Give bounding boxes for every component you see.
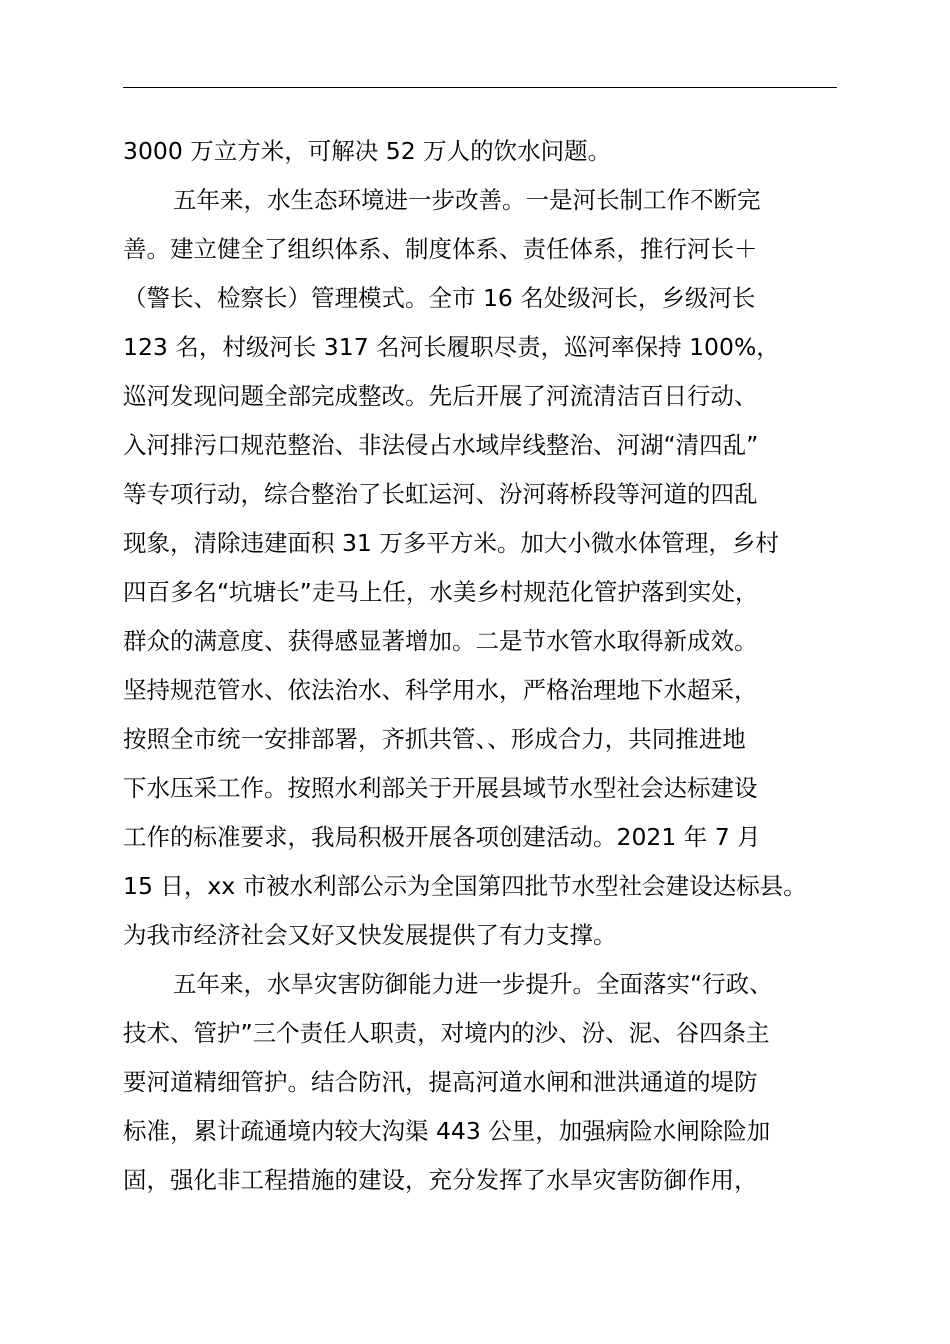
text-line: 工作的标准要求，我局积极开展各项创建活动。2021 年 7 月 — [123, 823, 761, 851]
text-line: 要河道精细管护。结合防汛，提高河道水闸和泄洪通道的堤防 — [123, 1068, 758, 1096]
text-line: 15 日，xx 市被水利部公示为全国第四批节水型社会建设达标县。 — [123, 872, 807, 900]
paragraph-start-line: 五年来，水生态环境进一步改善。一是河长制工作不断完 — [173, 186, 761, 214]
text-line: 技术、管护”三个责任人职责，对境内的沙、汾、泥、谷四条主 — [123, 1019, 770, 1047]
document-body — [123, 127, 837, 1205]
paragraph-start-line: 五年来，水旱灾害防御能力进一步提升。全面落实“行政、 — [173, 970, 773, 998]
text-line: 下水压采工作。按照水利部关于开展县域节水型社会达标建设 — [123, 774, 758, 802]
text-line: （警长、检察长）管理模式。全市 16 名处级河长，乡级河长 — [123, 284, 756, 312]
text-line: 等专项行动，综合整治了长虹运河、汾河蒋桥段等河道的四乱 — [123, 480, 758, 508]
text-line: 为我市经济社会又好又快发展提供了有力支撑。 — [123, 921, 617, 949]
text-line: 坚持规范管水、依法治水、科学用水，严格治理地下水超采， — [123, 676, 758, 704]
text-line: 固，强化非工程措施的建设，充分发挥了水旱灾害防御作用， — [123, 1166, 758, 1194]
text-line: 现象，清除违建面积 31 万多平方米。加大小微水体管理，乡村 — [123, 529, 779, 557]
text-line: 123 名，村级河长 317 名河长履职尽责，巡河率保持 100%， — [123, 333, 780, 361]
text-line: 群众的满意度、获得感显著增加。二是节水管水取得新成效。 — [123, 627, 758, 655]
header-rule — [123, 87, 837, 88]
text-line: 3000 万立方米，可解决 52 万人的饮水问题。 — [123, 137, 612, 165]
text-line: 四百多名“坑塘长”走马上任，水美乡村规范化管护落到实处， — [123, 578, 759, 606]
text-line: 巡河发现问题全部完成整改。先后开展了河流清洁百日行动、 — [123, 382, 758, 410]
text-line: 善。建立健全了组织体系、制度体系、责任体系，推行河长＋ — [123, 235, 758, 263]
text-line: 按照全市统一安排部署，齐抓共管、、形成合力，共同推进地 — [123, 725, 746, 753]
text-line: 入河排污口规范整治、非法侵占水域岸线整治、河湖“清四乱” — [123, 431, 759, 459]
text-line: 标准，累计疏通境内较大沟渠 443 公里，加强病险水闸除险加 — [123, 1117, 771, 1145]
